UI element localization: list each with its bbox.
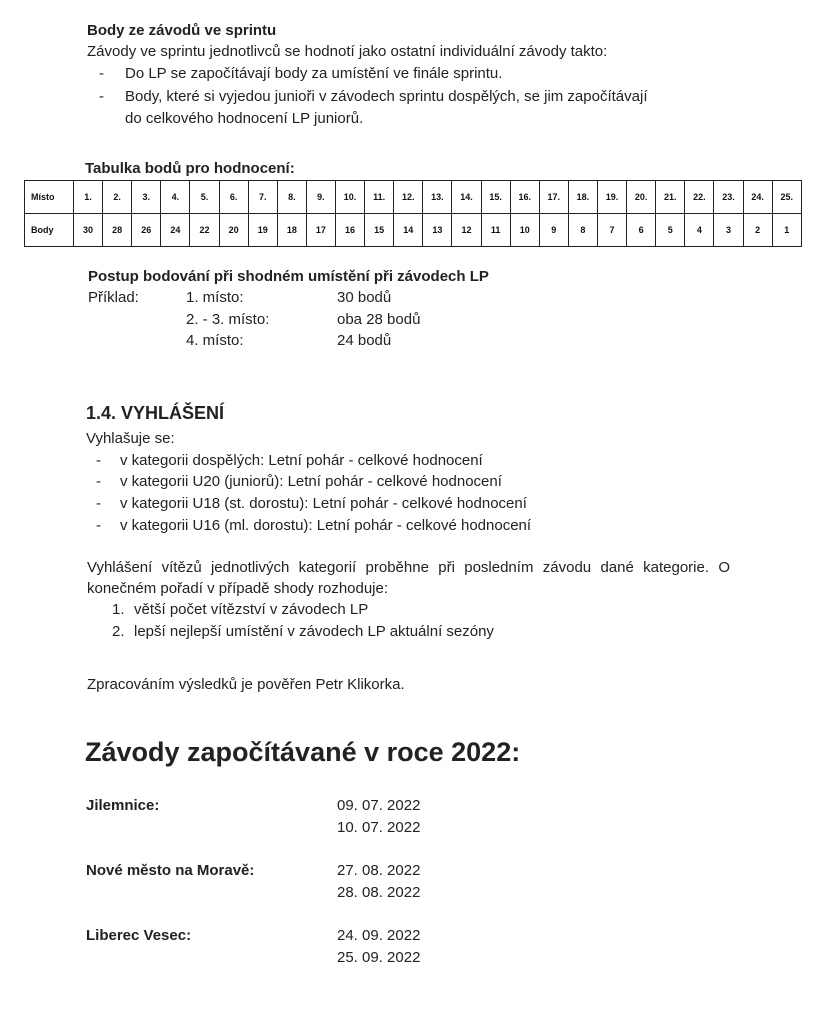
announcement-heading: 1.4. VYHLÁŠENÍ (86, 403, 225, 423)
points-cell: 13 (423, 214, 452, 247)
place-cell: 11. (365, 181, 394, 214)
place-cell: 20. (627, 181, 656, 214)
points-cell: 12 (452, 214, 481, 247)
points-cell: 2 (743, 214, 772, 247)
venue-date: 25. 09. 2022 (337, 949, 421, 966)
points-cell: 16 (335, 214, 364, 247)
sprint-bullet-2-cont: do celkového hodnocení LP juniorů. (125, 110, 364, 127)
sprint-bullet-1: Do LP se započítávají body za umístění ve finále sprintu. (125, 65, 503, 82)
venue-date: 27. 08. 2022 (337, 862, 421, 879)
place-cell: 24. (743, 181, 772, 214)
points-cell: 28 (103, 214, 132, 247)
points-cell: 7 (597, 214, 626, 247)
place-cell: 12. (394, 181, 423, 214)
numbered-index: 2. (112, 623, 125, 640)
place-cell: 23. (714, 181, 743, 214)
category-item: v kategorii U18 (st. dorostu): Letní pohár - celkové hodnocení (120, 495, 527, 512)
venue-name: Nové město na Moravě: (86, 862, 255, 879)
place-cell: 22. (685, 181, 714, 214)
points-cell: 4 (685, 214, 714, 247)
place-cell: 3. (132, 181, 161, 214)
venue-date: 24. 09. 2022 (337, 927, 421, 944)
points-cell: 8 (568, 214, 597, 247)
points-cell: 14 (394, 214, 423, 247)
points-cell: 30 (74, 214, 103, 247)
sprint-intro: Závody ve sprintu jednotlivců se hodnotí jako ostatní individuální závody takto: (87, 43, 608, 60)
points-cell: 3 (714, 214, 743, 247)
races-heading: Závody započítávané v roce 2022: (85, 737, 521, 767)
tie-place: 4. místo: (186, 332, 244, 349)
place-cell: 21. (656, 181, 685, 214)
venue-date: 09. 07. 2022 (337, 797, 421, 814)
points-cell: 26 (132, 214, 161, 247)
announcement-paragraph: Vyhlášení vítězů jednotlivých kategorií proběhne při posledním závodu dané kategorie. O konečném pořadí v případě shody rozhoduje: (87, 559, 730, 597)
bullet-dash: - (99, 65, 104, 82)
place-cell: 14. (452, 181, 481, 214)
tie-place: 1. místo: (186, 289, 244, 306)
announcement-intro: Vyhlašuje se: (86, 430, 175, 447)
place-cell: 2. (103, 181, 132, 214)
place-cell: 7. (248, 181, 277, 214)
bullet-dash: - (96, 452, 101, 469)
category-item: v kategorii U16 (ml. dorostu): Letní pohár - celkové hodnocení (120, 517, 532, 534)
venue-name: Liberec Vesec: (86, 927, 192, 944)
numbered-item: lepší nejlepší umístění v závodech LP aktuální sezóny (134, 623, 494, 640)
category-item: v kategorii dospělých: Letní pohár - celkové hodnocení (120, 452, 483, 469)
category-item: v kategorii U20 (juniorů): Letní pohár - celkové hodnocení (120, 473, 502, 490)
points-table (24, 180, 802, 247)
points-cell: 11 (481, 214, 510, 247)
place-cell: 25. (772, 181, 801, 214)
place-cell: 15. (481, 181, 510, 214)
points-cell: 9 (539, 214, 568, 247)
place-cell: 1. (74, 181, 103, 214)
place-cell: 10. (335, 181, 364, 214)
place-cell: 19. (597, 181, 626, 214)
points-cell: 24 (161, 214, 190, 247)
points-table-caption: Tabulka bodů pro hodnocení: (85, 160, 295, 177)
sprint-heading: Body ze závodů ve sprintu (87, 22, 277, 39)
points-cell: 5 (656, 214, 685, 247)
row-label-place: Místo (25, 181, 74, 214)
tie-points: 30 bodů (337, 289, 392, 306)
tie-place: 2. - 3. místo: (186, 311, 270, 328)
venue-name: Jilemnice: (86, 797, 160, 814)
numbered-index: 1. (112, 601, 125, 618)
bullet-dash: - (96, 473, 101, 490)
points-cell: 17 (306, 214, 335, 247)
bullet-dash: - (96, 517, 101, 534)
processing-note: Zpracováním výsledků je pověřen Petr Klikorka. (87, 676, 405, 693)
tie-points: 24 bodů (337, 332, 392, 349)
bullet-dash: - (99, 88, 104, 105)
points-cell: 1 (772, 214, 801, 247)
place-cell: 6. (219, 181, 248, 214)
place-cell: 16. (510, 181, 539, 214)
table-row-points (25, 214, 802, 247)
place-cell: 13. (423, 181, 452, 214)
points-cell: 6 (627, 214, 656, 247)
bullet-dash: - (96, 495, 101, 512)
points-cell: 19 (248, 214, 277, 247)
tie-points: oba 28 bodů (337, 311, 421, 328)
table-row-places (25, 181, 802, 214)
place-cell: 17. (539, 181, 568, 214)
points-cell: 10 (510, 214, 539, 247)
place-cell: 4. (161, 181, 190, 214)
sprint-bullet-2: Body, které si vyjedou junioři v závodech sprintu dospělých, se jim započítávají (125, 88, 648, 105)
venue-date: 10. 07. 2022 (337, 819, 421, 836)
points-cell: 18 (277, 214, 306, 247)
venue-date: 28. 08. 2022 (337, 884, 421, 901)
points-cell: 20 (219, 214, 248, 247)
place-cell: 5. (190, 181, 219, 214)
place-cell: 9. (306, 181, 335, 214)
ties-heading: Postup bodování při shodném umístění při závodech LP (88, 268, 489, 285)
numbered-item: větší počet vítězství v závodech LP (134, 601, 369, 618)
points-cell: 15 (365, 214, 394, 247)
place-cell: 18. (568, 181, 597, 214)
place-cell: 8. (277, 181, 306, 214)
row-label-points: Body (25, 214, 74, 247)
example-label: Příklad: (88, 289, 139, 306)
points-cell: 22 (190, 214, 219, 247)
